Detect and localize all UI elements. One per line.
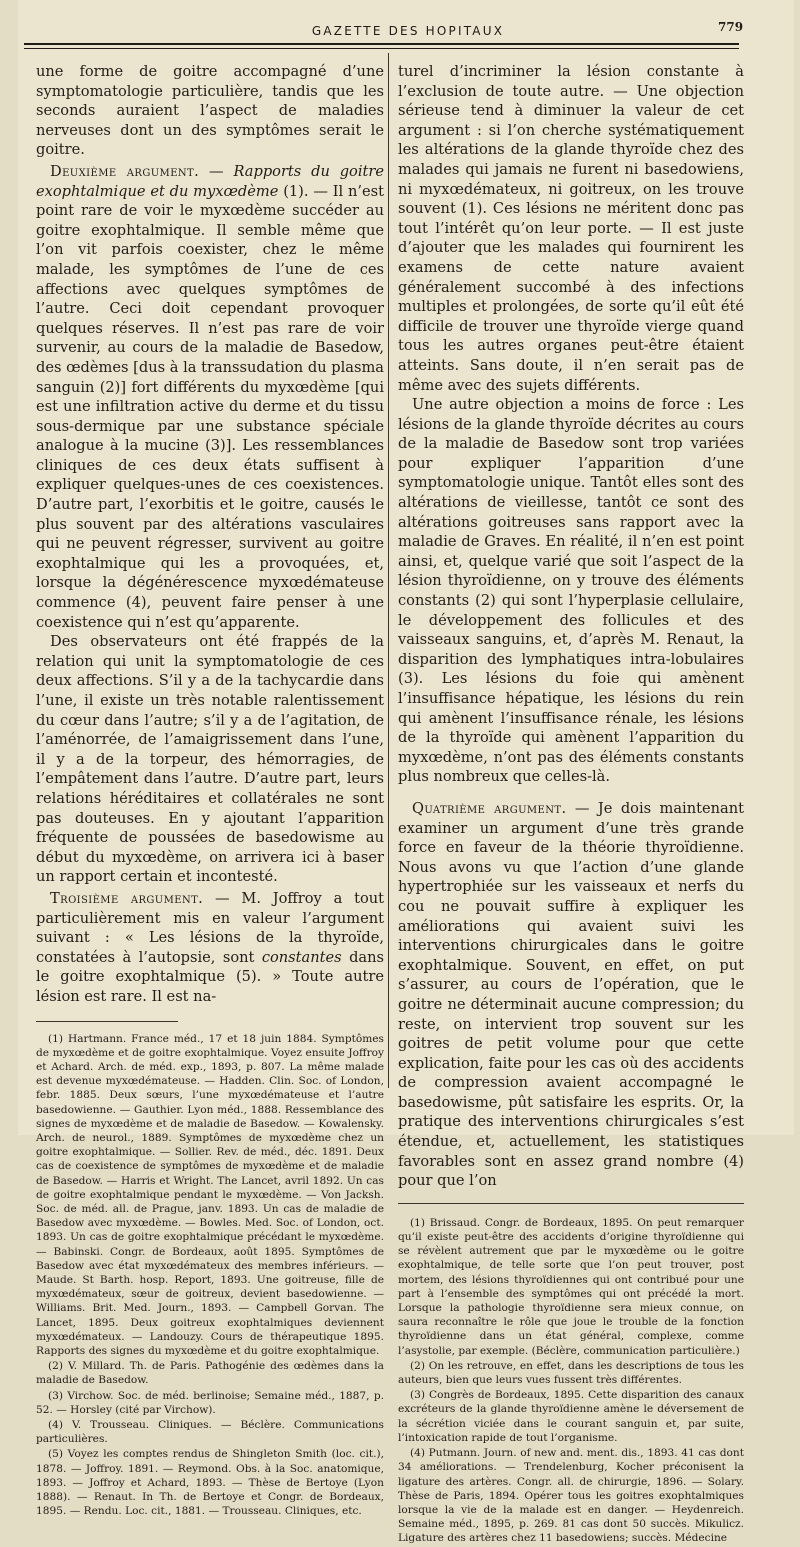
footnote: (2) On les retrouve, en effet, dans les descriptions de tous les auteurs, bien que leurs vues fussent très différentes. (398, 1359, 744, 1387)
footnote: (1) Brissaud. Congr. de Bordeaux, 1895. On peut remarquer qu’il existe peut-être des accidents d’origine thyroïdienne qui se révèlent autrement que par le myxœdème ou le goitre exophtalmique, de telle sorte que l’on peut trouver, post mortem, des lésions thyroïdiennes qui ont contribué pour une part à l’ensemble des symptômes qui ont précédé la mort. Lorsque la pathologie thyroïdienne sera mieux connue, on saura reconnaître le rôle que joue le trouble de la fonction thyroïdienne dans un état général, complexe, comme l’asystolie, par exemple. (Béclère, communication particulière.) (398, 1216, 744, 1357)
paragraph-second-argument (36, 162, 384, 632)
paragraph: une forme de goitre accompagné d’une symptomatologie particulière, tandis que les seconds auraient l’aspect de maladies nerveuses dont un des symptômes serait le goitre. (36, 63, 384, 159)
right-column (398, 62, 744, 1547)
paragraph: turel d’incriminer la lésion constante à l’exclusion de toute autre. — Une objection sérieuse tend à diminuer la valeur de cet argument : si l’on cherche systématiquement les altérations de la glande thyroïde chez des malades qui jamais ne furent ni basedowiens, ni myxœdémateux, ni goitreux, on les trouve souvent (1). Ces lésions ne méritent donc pas tout l’intérêt qu’on leur porte. — Il est juste d’ajouter que les malades qui fournirent les examens de cette nature avaient généralement succombé à des infections multiples et prolongées, de sorte qu’il eût été difficile de trouver une thyroïde vierge quand tous les autres organes peut-être étaient atteints. Sans doute, il n’en serait pas de même avec des sujets différents. (398, 63, 744, 394)
paragraph: Des observateurs ont été frappés de la relation qui unit la symptomatologie de ces deux affections. S’il y a de la tachycardie dans l’une, il existe un très notable ralentissement du cœur dans l’autre; s’il y a de l’agitation, de l’aménorrée, de l’amaigrissement dans l’une, il y a de la torpeur, des hémorragies, de l’empâtement dans l’autre. D’autre part, leurs relations héréditaires et collatérales ne sont pas douteuses. En y ajoutant l’apparition fréquente de poussées de basedowisme au début du myxœdème, on arrivera ici à baser un rapport certain et incontesté. (36, 633, 384, 886)
header-rule (24, 43, 739, 45)
footnote: (4) Putmann. Journ. of new and. ment. dis., 1893. 41 cas dont 34 améliorations. — Trendelenburg, Kocher préconisent la ligature des artères. Congr. all. de chirurgie, 1896. — Solary. Thèse de Paris, 1894. Opérer tous les goitres exophtalmiques lorsque la vie de la malade est en danger. — Heydenreich. Semaine méd., 1895, p. 269. 81 cas dont 50 succès. Mikulicz. Ligature des artères chez 11 basedowiens; succès. Médecine (398, 1447, 744, 1545)
paragraph: Une autre objection a moins de force : Les lésions de la glande thyroïde décrites au cours de la maladie de Basedow sont trop variées pour expliquer l’apparition d’une symptomatologie unique. Tantôt elles sont des altérations de vieillesse, tantôt ce sont des altérations goitreuses sans rapport avec la maladie de Graves. En réalité, il n’en est point ainsi, et, quelque varié que soit l’aspect de la lésion thyroïdienne, on y trouve des éléments constants (2) qui sont l’hyperplasie cellulaire, le développement des follicules et des vaisseaux sanguins, et, d’après M. Renaut, la disparition des lymphatiques intra-lobulaires (3). Les lésions du foie qui amènent l’insuffisance hépatique, les lésions du rein qui amènent l’insuffisance rénale, les lésions de la thyroïde qui amènent l’apparition du myxœdème, n’ont pas des éléments constants plus nombreux que celles-là. (398, 396, 744, 786)
footnote: (3) Congrès de Bordeaux, 1895. Cette disparition des canaux excréteurs de la glande thyroïdienne amène le déversement de la sécrétion viciée dans le courant sanguin et, par suite, l’intoxication rapide de tout l’organisme. (398, 1389, 744, 1444)
page-header (18, 0, 794, 48)
footnote: (3) Virchow. Soc. de méd. berlinoise; Semaine méd., 1887, p. 52. — Horsley (cité par Virchow). (36, 1389, 384, 1416)
paragraph-body: (1). — Il n’est point rare de voir le myxœdème succéder au goitre exophtalmique. Il semble même que l’on vit parfois coexister, chez le même malade, les symptômes de l’une de ces affections avec quelques symptômes de l’autre. Ceci doit cependant provoquer quelques réserves. Il n’est pas rare de voir survenir, au cours de la maladie de Basedow, des œdèmes [dus à la transsudation du plasma sanguin (2)] fort différents du myxœdème [qui est une infiltration active du derme et du tissu sous-dermique par une substance spéciale analogue à la mucine (3)]. Les ressemblances cliniques de ces deux états suffisent à expliquer quelques-unes de ces coexistences. D’autre part, l’exorbitis et le goitre, causés le plus souvent par des altérations vasculaires qui ne peuvent régresser, survivent au goitre exophtalmique qui les a provoquées, et, lorsque la dégénérescence myxœdémateuse commence (4), peuvent faire penser à une coexistence qui n’est qu’apparente. (36, 182, 384, 631)
section-heading: Troisième argument. (50, 889, 204, 907)
paragraph-third-argument (36, 889, 384, 1007)
dash: — (199, 162, 234, 180)
footnotes-right (398, 1216, 744, 1546)
footnote: (4) V. Trousseau. Cliniques. — Béclère. Communications particulières. (36, 1418, 384, 1446)
section-heading: Deuxième argument. (50, 162, 200, 180)
section-heading: Quatrième argument. (412, 799, 567, 817)
paragraph-body: dans le goitre exophtalmique (5). » Toute autre lésion est rare. Il est na- (36, 948, 384, 1005)
paragraph-body: — M. Joffroy a tout particulièrement mis en valeur l’argument suivant : « Les lésions de la thyroïde, constatées à l’autopsie, sont (36, 889, 384, 966)
running-title: GAZETTE DES HOPITAUX (311, 24, 505, 38)
footnotes-left (36, 1032, 384, 1519)
header-rule-thin (24, 48, 739, 49)
emphasis: constantes (261, 948, 342, 966)
journal-page (18, 0, 794, 1545)
page-number: 779 (718, 20, 744, 34)
column-divider (388, 53, 389, 1088)
footnote: (5) Voyez les comptes rendus de Shingleton Smith (loc. cit.), 1878. — Joffroy. 1891. — Reymond. Obs. à la Soc. anatomique, 1893. — Joffroy et Achard, 1893. — Thèse de Bertoye (Lyon 1888). — Renaut. In Th. de Bertoye et Congr. de Bordeaux, 1895. — Rendu. Loc. cit., 1881. — Trousseau. Cliniques, etc. (36, 1448, 384, 1518)
paragraph-fourth-argument (398, 799, 744, 1191)
left-column (36, 62, 384, 1519)
footnote: (1) Hartmann. France méd., 17 et 18 juin 1884. Symptômes de myxœdème et de goitre exophtalmique. Voyez ensuite Joffroy et Achard. Arch. de méd. exp., 1893, p. 807. La même malade est devenue myxœdémateuse. — Hadden. Clin. Soc. of London, febr. 1885. Deux sœurs, l’une myxœdémateuse et l’autre basedowienne. — Gauthier. Lyon méd., 1888. Ressemblance des signes de myxœdème et de maladie de Basedow. — Kowalensky. Arch. de neurol., 1889. Symptômes de myxœdème chez un goitre exophtalmique. — Sollier. Rev. de méd., déc. 1891. Deux cas de coexistence de symptômes de myxœdème et de maladie de Basedow. — Harris et Wright. The Lancet, avril 1892. Un cas de goitre exophtalmique pendant le myxœdème. — Von Jacksh. Soc. de méd. all. de Prague, janv. 1893. Un cas de maladie de Basedow avec myxœdème. — Bowles. Med. Soc. of London, oct. 1893. Un cas de goitre exophtalmique précédant le myxœdème. — Babinski. Congr. de Bordeaux, août 1895. Symptômes de Basedow avec état myxœdémateux des membres inférieurs. — Maude. St Barth. hosp. Report, 1893. Une goitreuse, fille de myxœdémateux, sœur de goitreux, devient basedowienne. — Williams. Brit. Med. Journ., 1893. — Campbell Gorvan. The Lancet, 1895. Deux goitreux exophtalmiques deviennent myxœdémateux. — Landouzy. Cours de thérapeutique 1895. Rapports des signes du myxœdème et du goitre exophtalmique. (36, 1032, 384, 1357)
section-title: Rapports du goitre exophtalmique et du myxœdème (36, 162, 384, 200)
footnote-rule (398, 1203, 744, 1204)
footnote-rule (36, 1021, 178, 1022)
paragraph-body: — Je dois maintenant examiner un argument d’une très grande force en faveur de la théorie thyroïdienne. Nous avons vu que l’action d’une glande hypertrophiée sur les vaisseaux et nerfs du cou ne pouvait suffire à expliquer les améliorations qui avaient suivi les interventions chirurgicales dans le goitre exophtalmique. Souvent, en effet, on put s’assurer, au cours de l’opération, que le goitre ne déterminait aucune compression; du reste, on intervient trop souvent sur les goitres de petit volume pour que cette explication, faite pour les cas où des accidents de compression avaient accompagné le basedowisme, pût satisfaire les esprits. Or, la pratique des interventions chirurgicales s’est étendue, et, actuellement, les statistiques favorables sont en assez grand nombre (4) pour que l’on (398, 799, 744, 1190)
footnote: (2) V. Millard. Th. de Paris. Pathogénie des œdèmes dans la maladie de Basedow. (36, 1360, 384, 1387)
